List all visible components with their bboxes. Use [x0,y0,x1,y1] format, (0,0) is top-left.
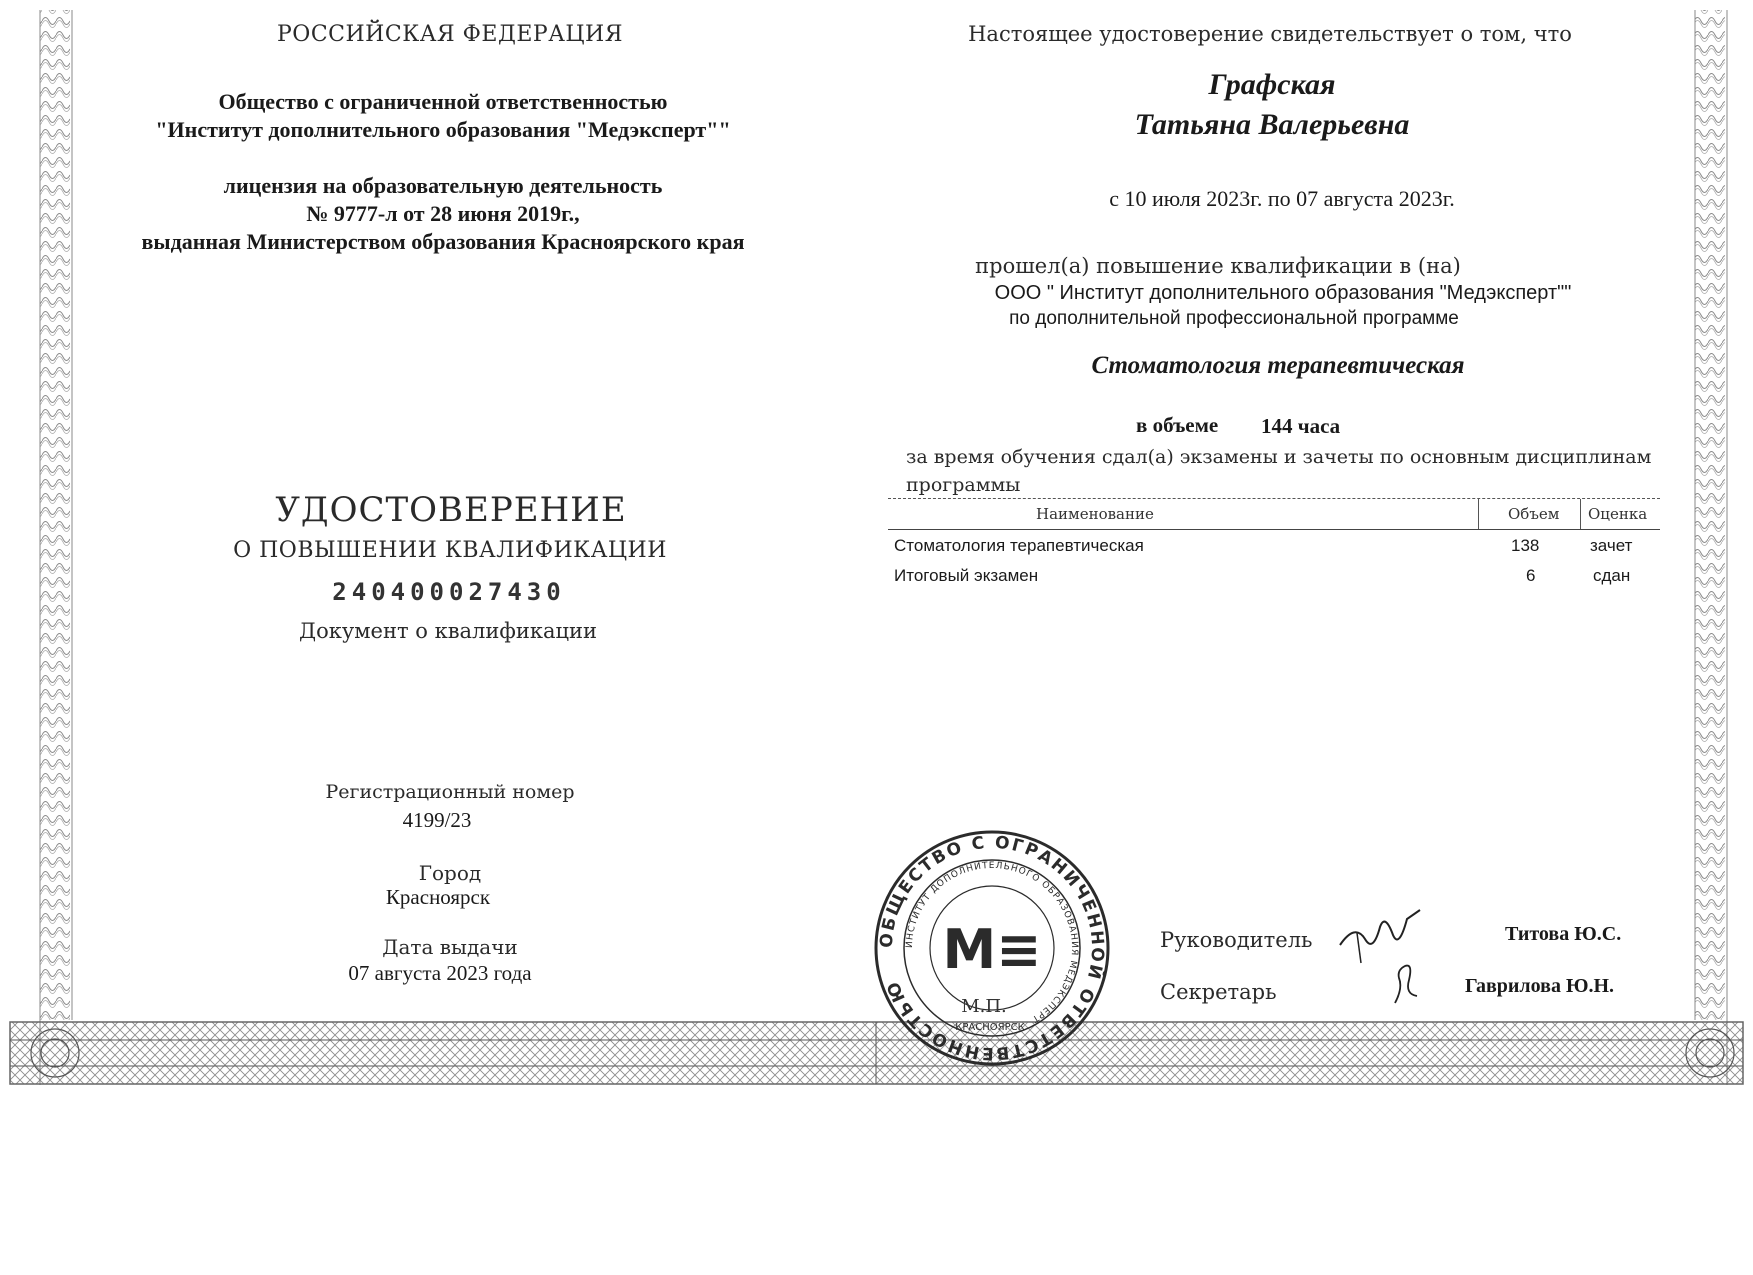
volume-label: в объеме [1136,413,1219,437]
row-grade: сдан [1593,566,1631,585]
seal-logo: M≡ [942,918,1042,981]
training-period: с 10 июля 2023г. по 07 августа 2023г. [1109,186,1455,211]
disciplines-table [888,498,1660,590]
program-label: по дополнительной профессиональной программе [1009,308,1459,329]
header-grade: Оценка [1588,505,1648,523]
row-discipline: Стоматология терапевтическая [894,536,1144,555]
table-row [888,530,1660,560]
header-name: Наименование [1036,505,1154,523]
header-volume: Объем [1508,505,1560,523]
org-line-1: Общество с ограниченной ответственностью [218,89,668,114]
org-line-2: "Институт дополнительного образования "Медэксперт"" [155,117,731,142]
institution-name: ООО " Институт дополнительного образования "Медэксперт"" [994,282,1572,304]
seal-mp: М.П. [961,996,1007,1017]
exams-line-1: за время обучения сдал(а) экзамены и зачеты по основным дисциплинам [906,446,1652,468]
official-seal [872,828,1112,1068]
row-volume: 138 [1511,536,1540,555]
issue-date-value: 07 августа 2023 года [348,961,532,985]
volume-value: 144 часа [1261,414,1341,438]
secretary-name: Гаврилова Ю.Н. [1465,975,1615,997]
city-label: Город [418,861,482,885]
seal-inner-text: ИНСТИТУТ ДОПОЛНИТЕЛЬНОГО ОБРАЗОВАНИЯ МЕДЭКСПЕРТ [904,860,1080,1024]
table-row [888,560,1660,590]
registration-label: Регистрационный номер [325,781,575,803]
secretary-label: Секретарь [1160,980,1277,1004]
document-subtitle: О ПОВЫШЕНИИ КВАЛИФИКАЦИИ [233,538,667,563]
country-name: РОССИЙСКАЯ ФЕДЕРАЦИЯ [276,22,624,47]
secretary-signature [1385,958,1425,1008]
document-type: Документ о квалификации [299,619,597,643]
city-value: Красноярск [385,885,491,909]
license-line-3: выданная Министерством образования Красноярского края [141,229,745,254]
seal-city: КРАСНОЯРСК [955,1022,1025,1033]
seal-ring-text: ОБЩЕСТВО С ОГРАНИЧЕННОЙ ОТВЕТСТВЕННОСТЬЮ [876,832,1108,1064]
registration-number: 4199/23 [402,808,472,832]
program-name: Стоматология терапевтическая [1091,352,1465,379]
director-name: Титова Ю.С. [1505,923,1622,945]
holder-surname: Графская [1208,68,1336,101]
issue-date-label: Дата выдачи [382,935,518,959]
director-signature [1335,905,1425,965]
document-number: 240400027430 [332,578,566,606]
table-header [888,498,1660,530]
holder-name: Татьяна Валерьевна [1134,108,1410,141]
exams-line-2: программы [906,474,1021,496]
passed-text: прошел(а) повышение квалификации в (на) [975,254,1461,278]
row-volume: 6 [1526,566,1536,585]
document-title: УДОСТОВЕРЕНИЕ [275,490,627,530]
license-line-1: лицензия на образовательную деятельность [223,173,663,198]
row-discipline: Итоговый экзамен [894,566,1039,585]
intro-text: Настоящее удостоверение свидетельствует о том, что [968,22,1572,46]
director-label: Руководитель [1160,928,1313,952]
license-line-2: № 9777-л от 28 июня 2019г., [306,201,580,226]
row-grade: зачет [1590,536,1633,555]
